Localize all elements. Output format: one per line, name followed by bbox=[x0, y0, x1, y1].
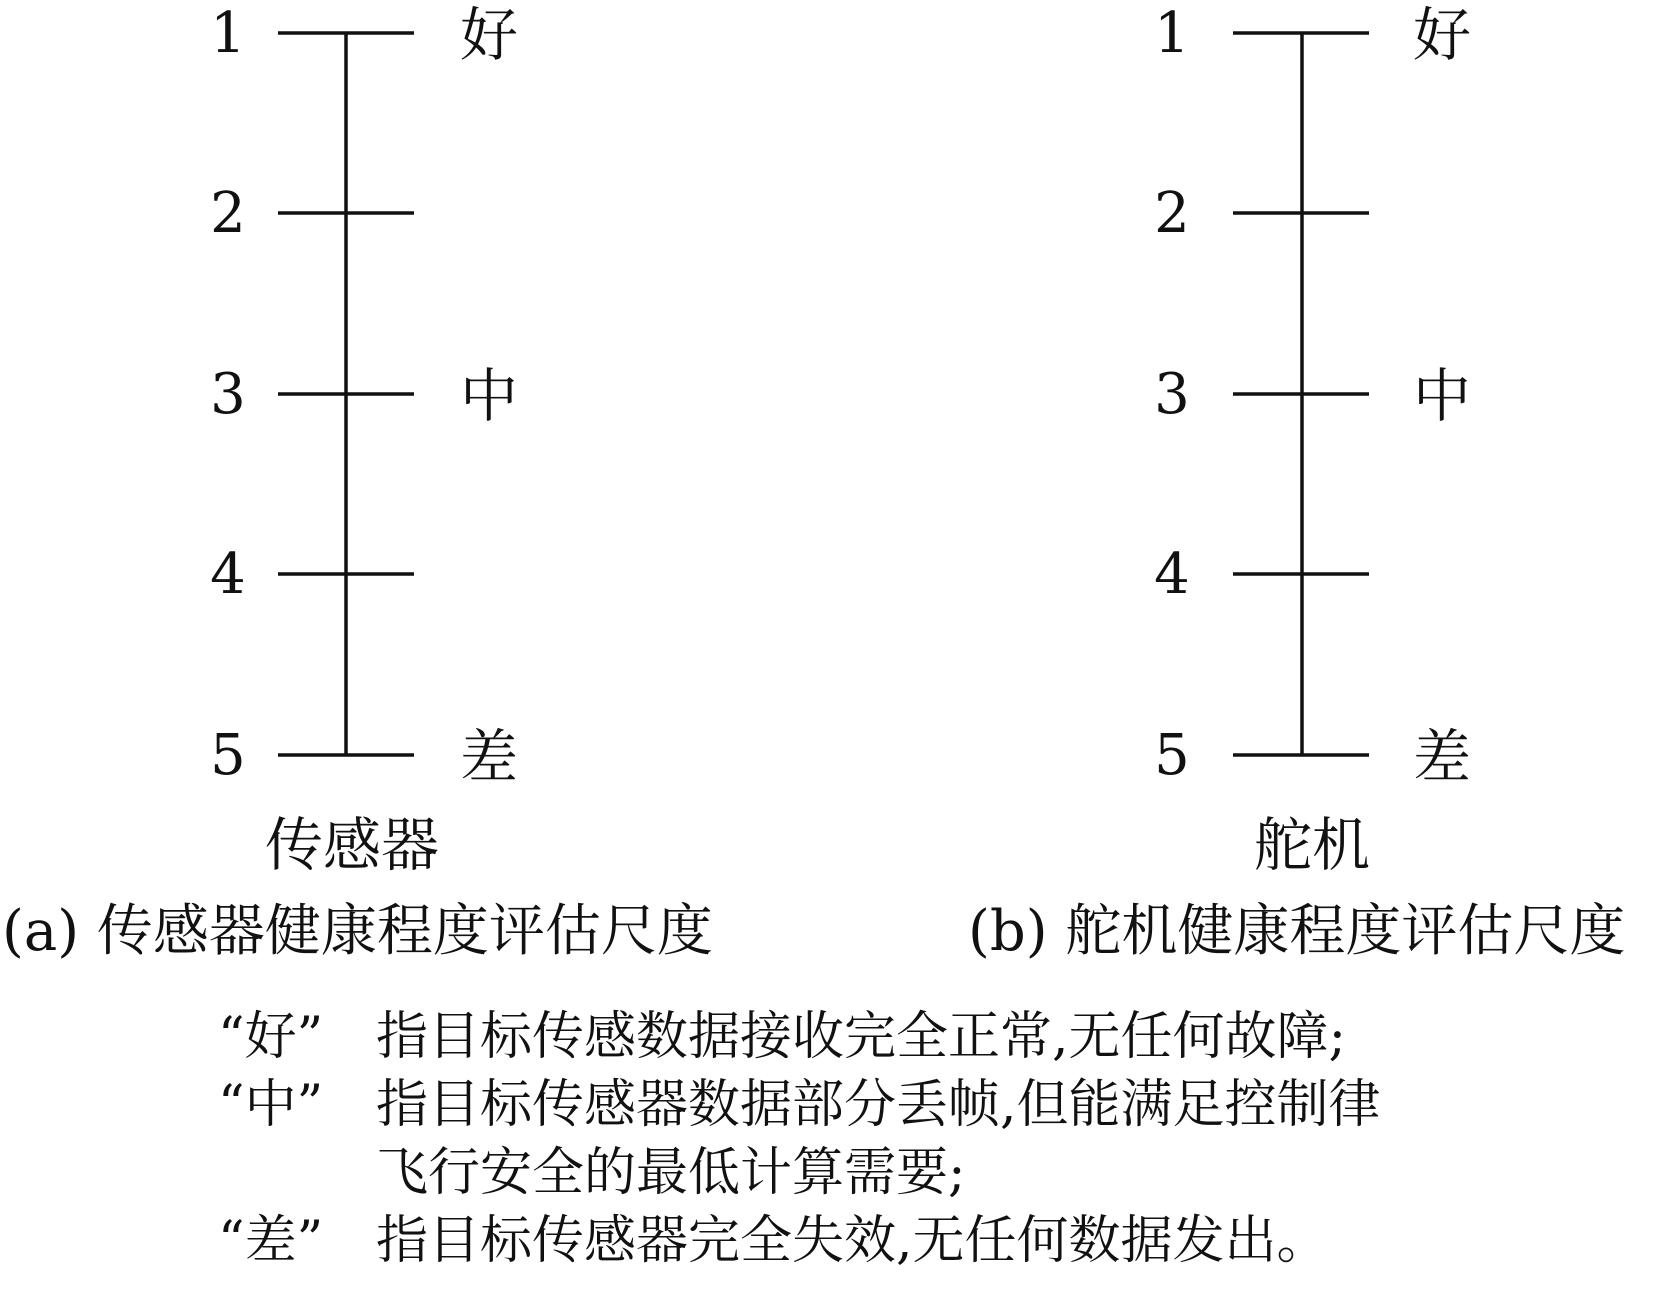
sensor-health-scale bbox=[210, 1, 518, 879]
sensor-scale-level-label-5: 差 bbox=[460, 723, 519, 791]
note-text-poor: 指目标传感器完全失效,无任何数据发出。 bbox=[376, 1211, 1329, 1271]
sensor-scale-tick-label-3: 3 bbox=[210, 362, 246, 427]
actuator-scale-level-label-3: 中 bbox=[1413, 362, 1472, 430]
sensor-scale-level-label-1: 好 bbox=[460, 1, 519, 69]
sensor-scale-tick-label-5: 5 bbox=[210, 723, 246, 788]
actuator-scale-tick-label-5: 5 bbox=[1154, 723, 1190, 788]
sensor-scale-tick-label-4: 4 bbox=[210, 542, 246, 607]
actuator-scale-tick-label-3: 3 bbox=[1154, 362, 1190, 427]
actuator-health-scale bbox=[1154, 1, 1471, 879]
sensor-scale-tick-label-1: 1 bbox=[210, 1, 246, 66]
actuator-scale-level-label-5: 差 bbox=[1413, 723, 1472, 791]
sensor-scale-name: 传感器 bbox=[264, 811, 440, 879]
actuator-scale-level-label-1: 好 bbox=[1413, 1, 1472, 69]
note-good bbox=[218, 1003, 1658, 1071]
caption-actuator-scale: (b) 舵机健康程度评估尺度 bbox=[968, 899, 1626, 964]
note-mark-good: “好” bbox=[218, 1007, 324, 1067]
actuator-scale-tick-label-2: 2 bbox=[1154, 181, 1190, 246]
caption-sensor-scale: (a) 传感器健康程度评估尺度 bbox=[2, 899, 713, 964]
note-text-medium: 指目标传感器数据部分丢帧,但能满足控制律 bbox=[376, 1075, 1381, 1135]
note-medium bbox=[218, 1071, 1658, 1139]
note-poor bbox=[218, 1207, 1658, 1275]
note-text-good: 指目标传感数据接收完全正常,无任何故障; bbox=[376, 1007, 1347, 1067]
actuator-scale-name: 舵机 bbox=[1253, 811, 1371, 879]
note-mark-poor: “差” bbox=[218, 1211, 324, 1271]
note-text-medium-continued: 飞行安全的最低计算需要; bbox=[376, 1143, 966, 1203]
actuator-scale-tick-label-1: 1 bbox=[1154, 1, 1190, 66]
note-mark-medium: “中” bbox=[218, 1075, 324, 1135]
note-medium-continued bbox=[218, 1139, 1658, 1207]
sensor-scale-tick-label-2: 2 bbox=[210, 181, 246, 246]
level-definitions bbox=[218, 1003, 1658, 1275]
sensor-scale-level-label-3: 中 bbox=[460, 362, 519, 430]
actuator-scale-tick-label-4: 4 bbox=[1154, 542, 1190, 607]
